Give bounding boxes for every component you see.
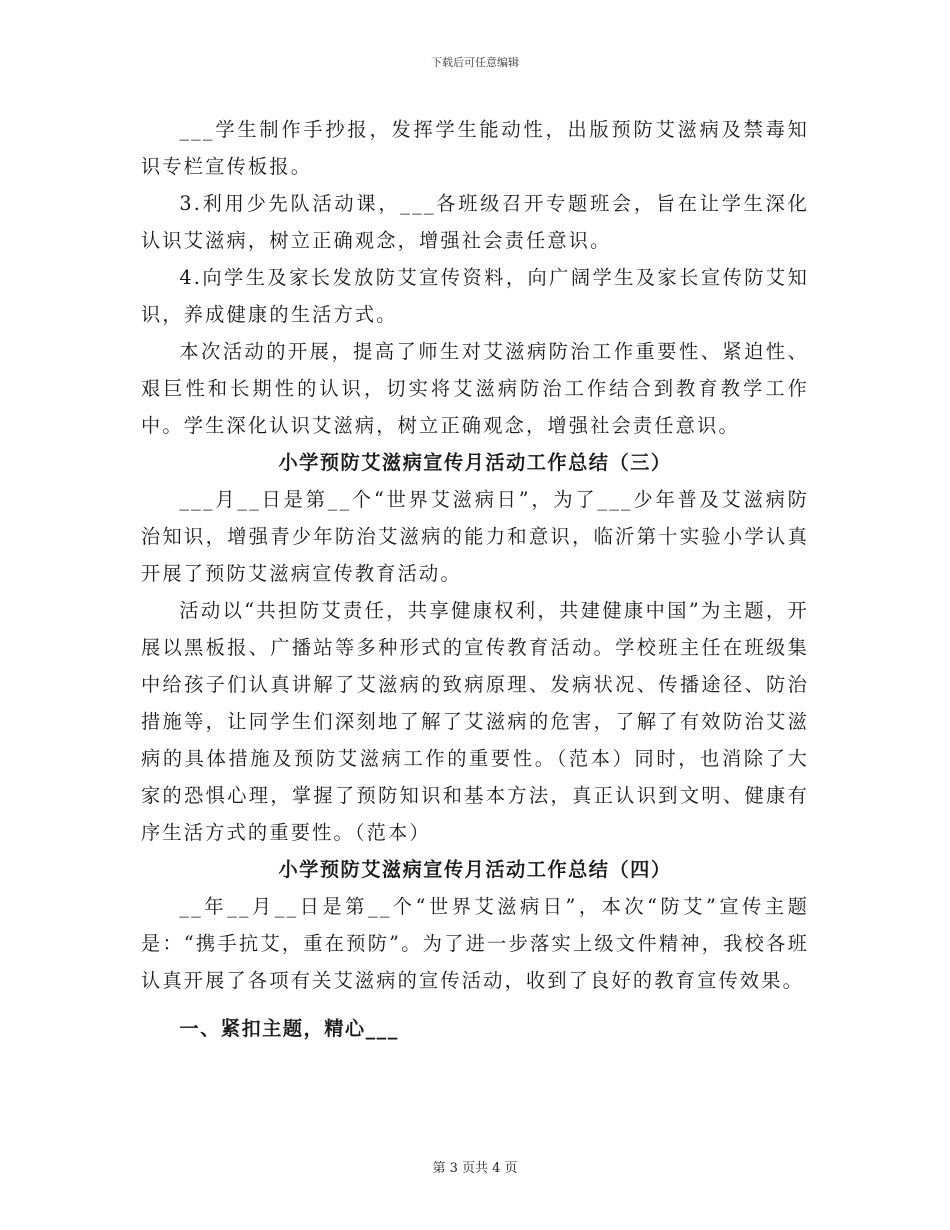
section3-paragraph-intro: ___月__日是第__个“世界艾滋病日”，为了___少年普及艾滋病防治知识，增强青少年防治艾滋病的能力和意识，临沂第十实验小学认真开展了预防艾滋病宣传教育活动。 <box>141 488 809 585</box>
section-title-4: 小学预防艾滋病宣传月活动工作总结（四） <box>278 858 672 881</box>
section3-paragraph-activities: 活动以“共担防艾责任，共享健康权利，共建健康中国”为主题，开展以黑板报、广播站等多种形式的宣传教育活动。学校班主任在班级集中给孩子们认真讲解了艾滋病的致病原理、发病状况、传播途径、防治措施等，让同学生们深刻地了解了艾滋病的危害，了解了有效防治艾滋病的具体措施及预防艾滋病工作的重要性。（范本）同时，也消除了大家的恐惧心理，掌握了预防知识和基本方法，真正认识到文明、健康有序生活方式的重要性。（范本） <box>141 599 809 844</box>
page-header: 下载后可任意编辑 <box>431 56 519 69</box>
section4-subheading: 一、紧扣主题，精心___ <box>179 1017 399 1040</box>
section4-paragraph-intro: __年__月__日是第__个“世界艾滋病日”，本次“防艾”宣传主题是：“携手抗艾，重在预防”。为了进一步落实上级文件精神，我校各班认真开展了各项有关艾滋病的宣传活动，收到了良好的教育宣传效果。 <box>141 895 809 992</box>
paragraph-item-4: 4.向学生及家长发放防艾宣传资料，向广阔学生及家长宣传防艾知识，养成健康的生活方式。 <box>141 266 809 326</box>
paragraph-summary: 本次活动的开展，提高了师生对艾滋病防治工作重要性、紧迫性、艰巨性和长期性的认识，切实将艾滋病防治工作结合到教育教学工作中。学生深化认识艾滋病，树立正确观念，增强社会责任意识。 <box>141 340 809 437</box>
paragraph-item-3: 3.利用少先队活动课，___各班级召开专题班会，旨在让学生深化认识艾滋病，树立正确观念，增强社会责任意识。 <box>141 192 809 252</box>
paragraph-handwritten-newspaper: ___学生制作手抄报，发挥学生能动性，出版预防艾滋病及禁毒知识专栏宣传板报。 <box>141 118 809 178</box>
page-number: 第 3 页共 4 页 <box>432 1161 518 1176</box>
section-title-3: 小学预防艾滋病宣传月活动工作总结（三） <box>278 451 672 474</box>
document-body <box>141 111 809 1047</box>
